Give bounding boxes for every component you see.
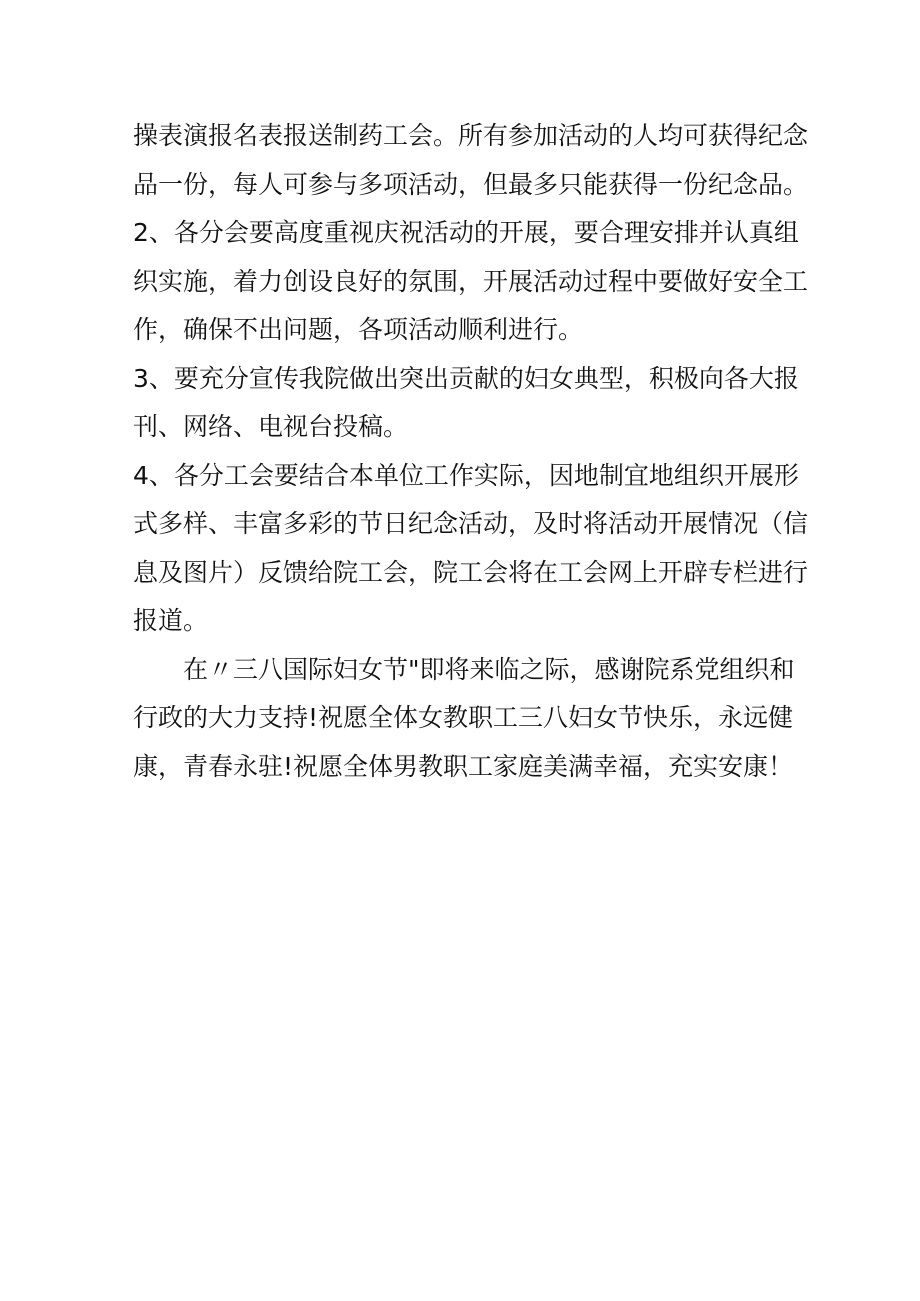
paragraph-item-3 <box>133 355 813 452</box>
text-line: 2、各分会要高度重视庆祝活动的开展，要合理安排并认真组 <box>133 218 799 247</box>
text-line: 在〃三八国际妇女节"即将来临之际，感谢院系党组织和 <box>183 654 795 684</box>
text-line: 织实施，着力创设良好的氛围，开展活动过程中要做好安全工 <box>133 266 809 296</box>
paragraph-item-4 <box>133 452 813 646</box>
text-line: 3、要充分宣传我院做出突出贡献的妇女典型，积极向各大报 <box>133 363 799 393</box>
text-line: 品一份，每人可参与多项活动，但最多只能获得一份纪念品。 <box>133 169 809 199</box>
text-line: 4、各分工会要结合本单位工作实际，因地制宜地组织开展形 <box>133 460 799 490</box>
document-body <box>133 112 813 791</box>
paragraph-intro-continuation <box>133 112 813 209</box>
text-line: 行政的大力支持!祝愿全体女教职工三八妇女节快乐，永远健 <box>133 703 794 732</box>
text-line: 康，青春永驻!祝愿全体男教职工家庭美满幸福，充实安康！ <box>133 751 794 781</box>
text-line: 报道。 <box>133 606 209 635</box>
text-line: 刊、网络、电视台投稿。 <box>133 412 409 441</box>
text-line: 作，确保不出问题，各项活动顺利进行。 <box>133 315 584 344</box>
text-line: 息及图片）反馈给院工会，院工会将在工会网上开辟专栏进行 <box>133 557 809 587</box>
text-line: 操表演报名表报送制药工会。所有参加活动的人均可获得纪念 <box>133 121 809 150</box>
text-line: 式多样、丰富多彩的节日纪念活动，及时将活动开展情况（信 <box>133 509 809 538</box>
paragraph-item-2 <box>133 209 813 355</box>
paragraph-closing <box>133 646 813 792</box>
